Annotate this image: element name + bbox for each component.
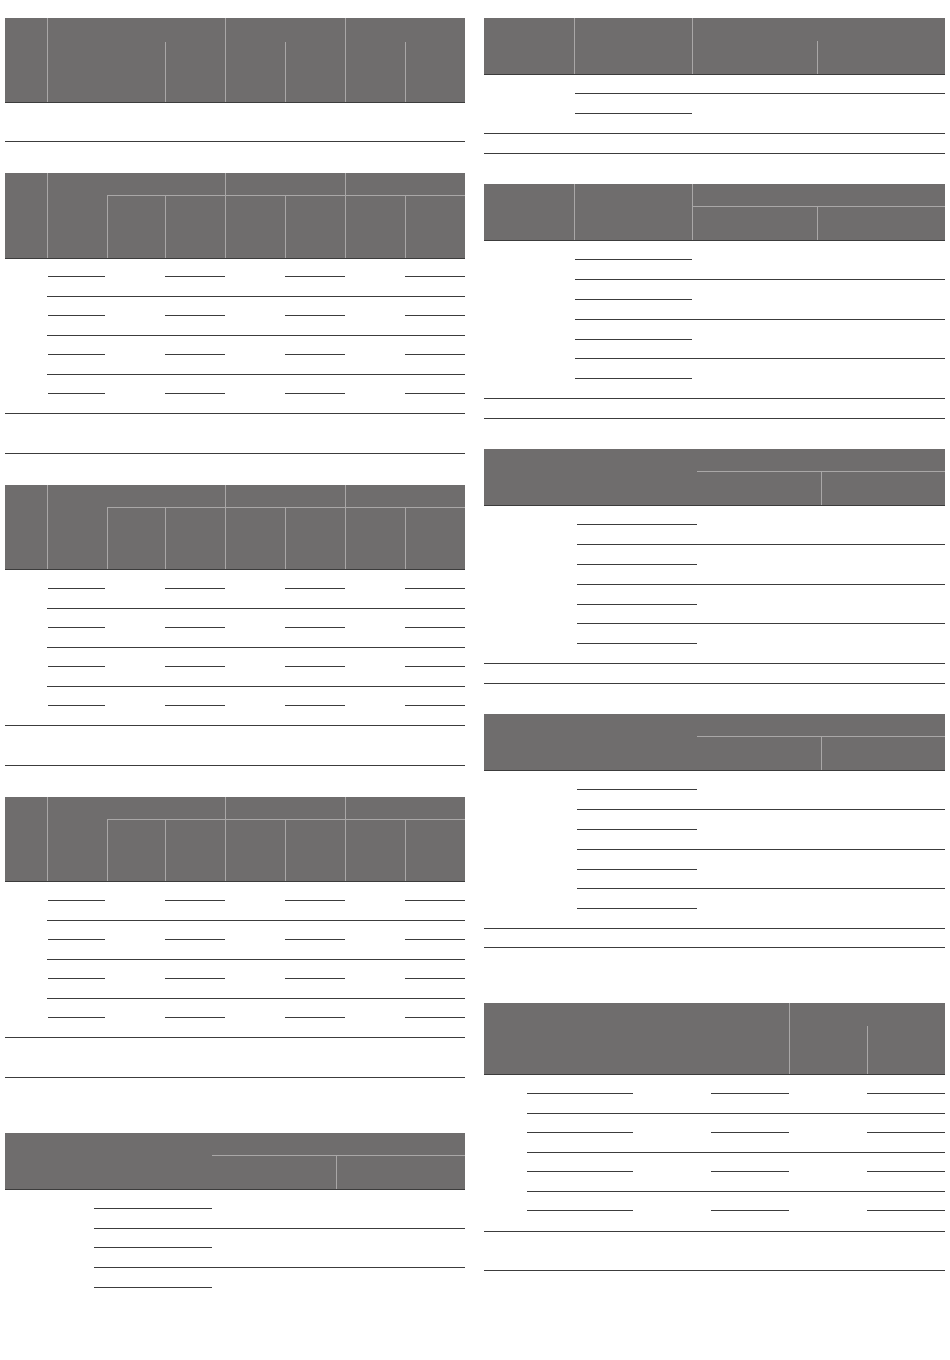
row-divider (47, 686, 465, 687)
cell-line (575, 319, 692, 320)
header-divider (47, 18, 48, 102)
cell-line (48, 978, 105, 979)
cell-line (577, 829, 697, 830)
table-rule (5, 765, 465, 766)
cell-line (48, 666, 105, 667)
cell-line (48, 588, 105, 589)
cell-line (48, 900, 105, 901)
cell-line (577, 908, 697, 909)
header-divider (345, 797, 346, 881)
cell-line (165, 393, 225, 394)
cell-line (94, 1208, 212, 1209)
table-rule (5, 141, 465, 142)
cell-line (405, 315, 465, 316)
cell-line (48, 276, 105, 277)
header-divider (285, 820, 286, 881)
row-divider (94, 1228, 465, 1229)
cell-line (577, 544, 697, 545)
table-rule (5, 102, 465, 103)
cell-line (285, 354, 345, 355)
header-divider (817, 207, 818, 240)
cell-line (94, 1287, 212, 1288)
cell-line (711, 1171, 789, 1172)
table-rule (484, 947, 945, 948)
header-divider (107, 195, 465, 196)
cell-line (48, 315, 105, 316)
row-divider (47, 647, 465, 648)
cell-line (577, 564, 697, 565)
cell-line (165, 315, 225, 316)
cell-line (94, 1247, 212, 1248)
cell-line (165, 276, 225, 277)
cell-line (165, 939, 225, 940)
header-divider (225, 485, 226, 569)
row-divider (94, 1267, 465, 1268)
cell-line (867, 1093, 945, 1094)
row-divider (47, 335, 465, 336)
header-divider (692, 184, 693, 240)
cell-line (527, 1132, 633, 1133)
cell-line (405, 588, 465, 589)
cell-line (165, 1017, 225, 1018)
cell-line (577, 623, 697, 624)
header-divider (212, 1155, 465, 1156)
cell-line (165, 588, 225, 589)
cell-line (405, 354, 465, 355)
header-divider (789, 1003, 790, 1074)
row-divider (527, 1152, 945, 1153)
header-divider (345, 18, 346, 102)
table-header (484, 449, 945, 505)
table-rule (484, 1074, 945, 1075)
cell-line (165, 627, 225, 628)
table-rule (5, 258, 465, 259)
header-divider (285, 42, 286, 102)
header-divider (107, 508, 108, 569)
header-divider (345, 485, 346, 569)
cell-line (285, 1017, 345, 1018)
cell-line (575, 259, 692, 260)
table-header (5, 485, 465, 569)
cell-line (867, 1171, 945, 1172)
table-header (484, 714, 945, 770)
table-rule (484, 398, 945, 399)
cell-line (575, 299, 692, 300)
table-rule (5, 1189, 465, 1190)
cell-line (575, 113, 692, 114)
header-divider (225, 797, 226, 881)
table-rule (484, 74, 945, 75)
cell-line (48, 627, 105, 628)
row-divider (47, 608, 465, 609)
table-rule (484, 1231, 945, 1232)
row-divider (697, 544, 945, 545)
cell-line (867, 1132, 945, 1133)
cell-line (165, 666, 225, 667)
cell-line (711, 1132, 789, 1133)
cell-line (48, 1017, 105, 1018)
cell-line (577, 809, 697, 810)
cell-line (575, 279, 692, 280)
cell-line (48, 393, 105, 394)
cell-line (405, 705, 465, 706)
header-divider (165, 42, 166, 102)
cell-line (405, 393, 465, 394)
row-divider (47, 920, 465, 921)
header-divider (345, 173, 346, 258)
cell-line (165, 900, 225, 901)
row-divider (692, 358, 945, 359)
header-divider (692, 206, 945, 207)
row-divider (692, 319, 945, 320)
table-rule (484, 683, 945, 684)
header-divider (405, 196, 406, 258)
cell-line (577, 584, 697, 585)
cell-line (405, 1017, 465, 1018)
row-divider (527, 1191, 945, 1192)
row-divider (697, 809, 945, 810)
header-divider (285, 508, 286, 569)
cell-line (405, 939, 465, 940)
cell-line (48, 939, 105, 940)
row-divider (697, 888, 945, 889)
table-rule (5, 1037, 465, 1038)
header-divider (405, 42, 406, 102)
header-divider (867, 1026, 868, 1074)
header-divider (225, 18, 226, 102)
table-rule (5, 569, 465, 570)
table-header (484, 1003, 945, 1074)
cell-line (285, 939, 345, 940)
header-divider (405, 508, 406, 569)
cell-line (285, 666, 345, 667)
cell-line (285, 588, 345, 589)
header-divider (692, 18, 693, 74)
row-divider (697, 849, 945, 850)
table-rule (5, 1077, 465, 1078)
row-divider (692, 279, 945, 280)
cell-line (285, 978, 345, 979)
header-divider (285, 196, 286, 258)
cell-line (285, 627, 345, 628)
cell-line (285, 393, 345, 394)
header-divider (165, 508, 166, 569)
table-rule (5, 725, 465, 726)
table-header (484, 184, 945, 240)
cell-line (575, 358, 692, 359)
table-rule (484, 133, 945, 134)
table-header (5, 797, 465, 881)
header-divider (165, 820, 166, 881)
header-divider (107, 507, 465, 508)
table-rule (5, 453, 465, 454)
header-divider (107, 196, 108, 258)
cell-line (577, 869, 697, 870)
cell-line (285, 900, 345, 901)
cell-line (577, 604, 697, 605)
table-rule (484, 663, 945, 664)
cell-line (165, 705, 225, 706)
header-divider (821, 737, 822, 770)
table-rule (484, 240, 945, 241)
cell-line (405, 978, 465, 979)
cell-line (48, 705, 105, 706)
header-divider (405, 820, 406, 881)
row-divider (47, 296, 465, 297)
cell-line (165, 978, 225, 979)
cell-line (527, 1093, 633, 1094)
header-divider (107, 819, 465, 820)
header-divider (47, 173, 48, 258)
cell-line (577, 524, 697, 525)
row-divider (47, 959, 465, 960)
cell-line (48, 354, 105, 355)
cell-line (527, 1210, 633, 1211)
table-header (5, 173, 465, 258)
header-divider (165, 196, 166, 258)
header-divider (817, 41, 818, 74)
table-header (5, 1133, 465, 1189)
row-divider (697, 584, 945, 585)
table-rule (5, 881, 465, 882)
table-rule (484, 153, 945, 154)
row-divider (527, 1113, 945, 1114)
cell-line (867, 1210, 945, 1211)
table-rule (484, 928, 945, 929)
cell-line (711, 1210, 789, 1211)
table-rule (484, 770, 945, 771)
cell-line (575, 378, 692, 379)
cell-line (577, 643, 697, 644)
table-rule (5, 413, 465, 414)
cell-line (165, 354, 225, 355)
cell-line (575, 93, 692, 94)
header-divider (336, 1156, 337, 1189)
row-divider (47, 998, 465, 999)
cell-line (527, 1171, 633, 1172)
cell-line (285, 705, 345, 706)
header-divider (225, 173, 226, 258)
cell-line (577, 888, 697, 889)
header-divider (47, 797, 48, 881)
cell-line (575, 339, 692, 340)
cell-line (405, 900, 465, 901)
header-divider (47, 485, 48, 569)
cell-line (405, 276, 465, 277)
cell-line (405, 666, 465, 667)
row-divider (697, 623, 945, 624)
header-divider (574, 18, 575, 74)
cell-line (577, 789, 697, 790)
table-header (5, 18, 465, 102)
cell-line (405, 627, 465, 628)
cell-line (711, 1093, 789, 1094)
cell-line (577, 849, 697, 850)
table-header (484, 18, 945, 74)
cell-line (285, 276, 345, 277)
header-divider (107, 820, 108, 881)
row-divider (692, 93, 945, 94)
table-rule (484, 1270, 945, 1271)
header-divider (574, 184, 575, 240)
row-divider (47, 374, 465, 375)
header-divider (821, 472, 822, 505)
table-rule (484, 505, 945, 506)
table-rule (484, 418, 945, 419)
cell-line (285, 315, 345, 316)
